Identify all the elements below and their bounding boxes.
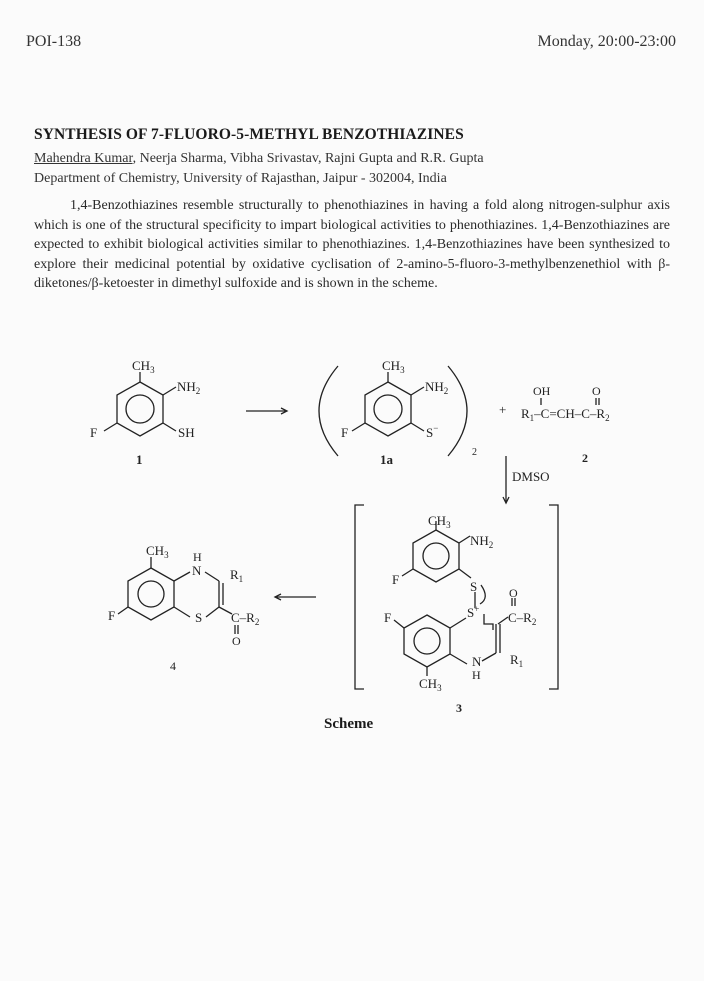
c1-ch3: $CH_3$ bbox=[132, 358, 155, 375]
c2-oh: OH bbox=[533, 384, 551, 398]
paper-title: SYNTHESIS OF 7-FLUORO-5-METHYL BENZOTHIAZINES bbox=[34, 126, 464, 143]
scheme-caption: Scheme bbox=[324, 716, 374, 732]
c3-f-top: F bbox=[392, 572, 400, 587]
c4-label: 4 bbox=[170, 659, 176, 673]
c1-nh2: $NH_2$ bbox=[177, 379, 201, 396]
c3-label: 3 bbox=[456, 701, 462, 715]
c2-o: O bbox=[592, 384, 601, 398]
presenting-author: Mahendra Kumar bbox=[34, 151, 133, 166]
compound-2-structure bbox=[541, 398, 599, 405]
c2-formula: $R_1-C=CH-C-R_2$ bbox=[521, 406, 610, 423]
c4-ch3: $CH_3$ bbox=[146, 543, 169, 560]
poster-id: POI-138 bbox=[26, 33, 82, 50]
c3-c-r2: $C-R_2$ bbox=[508, 610, 537, 627]
reagent-dmso: DMSO bbox=[512, 469, 550, 484]
c3-ch3-top: $CH_3$ bbox=[428, 513, 451, 530]
abstract-paragraph: 1,4-Benzothiazines resemble structurally to phenothiazines in having a fold along nitrogen-sulphur axis which is one of the structural specificity to impart biological activities to phenothiazines. 1,4-Benzothiazines are expected to exhibit biological activities similar to phenothiazines. 1,4-Benzothiazines have been synthesized to explore their medicinal potential by oxidative cyclisation of 2-amino-5-fluoro-3-methylbenzenethiol with β-diketones/β-ketoester in dimethyl sulfoxide and is shown in the scheme. bbox=[34, 198, 670, 291]
c3-r1: $R_1$ bbox=[510, 652, 524, 669]
c3-n: N bbox=[472, 654, 482, 669]
c1a-nh2: $NH_2$ bbox=[425, 379, 449, 396]
c1a-ch3: $CH_3$ bbox=[382, 358, 405, 375]
compound-3-structure bbox=[394, 521, 515, 676]
c3-s2: S+ bbox=[467, 604, 480, 620]
c4-r1: $R_1$ bbox=[230, 567, 244, 584]
c1-label: 1 bbox=[136, 452, 143, 467]
c4-h: H bbox=[193, 550, 202, 564]
c1-sh: SH bbox=[178, 425, 195, 440]
c3-ch3-bot: $CH_3$ bbox=[419, 676, 442, 693]
c1a-s: S− bbox=[426, 423, 439, 440]
c3-o: O bbox=[509, 586, 518, 600]
c2-label: 2 bbox=[582, 451, 588, 465]
compound-4-structure bbox=[118, 557, 238, 634]
c4-n: N bbox=[192, 563, 202, 578]
c1-f: F bbox=[90, 425, 98, 440]
c3-s1: S bbox=[470, 579, 478, 594]
c4-f: F bbox=[108, 608, 116, 623]
c1a-multiplier: 2 bbox=[472, 447, 477, 458]
c1a-f: F bbox=[341, 425, 349, 440]
c4-s: S bbox=[195, 610, 203, 625]
compound-1-structure bbox=[104, 372, 176, 436]
plus-sign: + bbox=[499, 402, 507, 417]
c3-nh2: $NH_2$ bbox=[470, 533, 494, 550]
compound-1a-structure bbox=[352, 372, 424, 436]
c3-f-bot: F bbox=[384, 610, 392, 625]
c4-o: O bbox=[232, 634, 241, 648]
c4-c-r2: $C-R_2$ bbox=[231, 610, 260, 627]
affiliation: Department of Chemistry, University of Rajasthan, Jaipur - 302004, India bbox=[34, 171, 447, 186]
c3-h: H bbox=[472, 668, 481, 682]
session-time: Monday, 20:00-23:00 bbox=[537, 33, 676, 50]
co-authors: , Neerja Sharma, Vibha Srivastav, Rajni Gupta and R.R. Gupta bbox=[132, 151, 484, 166]
c1a-label: 1a bbox=[380, 452, 393, 467]
